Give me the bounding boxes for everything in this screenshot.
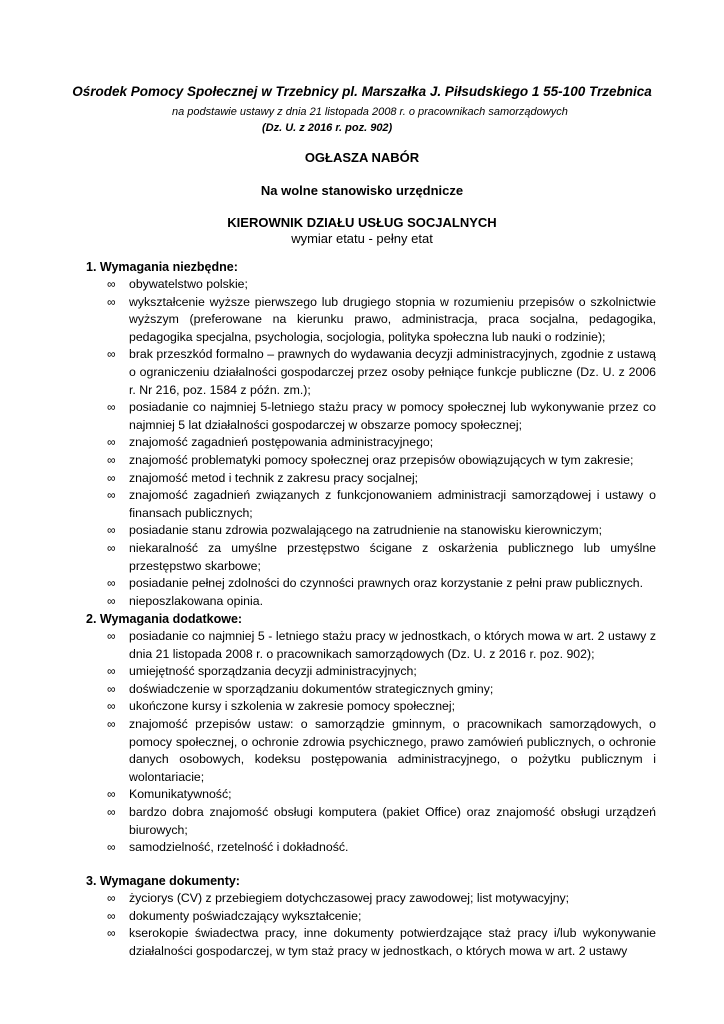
list-item-text: posiadanie stanu zdrowia pozwalającego na zatrudnienie na stanowisku kierowniczym; bbox=[129, 523, 603, 538]
list-item bbox=[86, 908, 656, 926]
section-documents bbox=[86, 873, 656, 960]
list-item-text: umiejętność sporządzania decyzji administracyjnych; bbox=[129, 664, 417, 679]
section-title: 2. Wymagania dodatkowe: bbox=[86, 612, 243, 626]
section-title: 3. Wymagane dokumenty: bbox=[86, 874, 240, 888]
infinity-bullet-icon: ∞ bbox=[107, 294, 116, 309]
list-item bbox=[86, 294, 656, 347]
list-item-text: znajomość metod i technik z zakresu pracy socjalnej; bbox=[129, 470, 419, 485]
section-title: 1. Wymagania niezbędne: bbox=[86, 260, 238, 274]
infinity-bullet-icon: ∞ bbox=[107, 908, 116, 923]
list-item-text: bardzo dobra znajomość obsługi komputera (pakiet Office) oraz znajomość obsługi urządzeń biurowych; bbox=[129, 804, 656, 837]
position-intro: Na wolne stanowisko urzędnicze bbox=[260, 183, 464, 198]
list-item-text: znajomość przepisów ustaw: o samorządzie gminnym, o pracownikach samorządowych, o pomocy społecznej, o ochronie zdrowia psychicznego, prawo zamówień publicznych, o ochronie danych osobowych, kodeksu postępowania administracyjnego, o pożytku publicznym i wolontariacie; bbox=[129, 716, 656, 784]
list-item-text: ukończone kursy i szkolenia w zakresie pomocy społecznej; bbox=[129, 699, 456, 714]
documents-list bbox=[86, 890, 656, 960]
infinity-bullet-icon: ∞ bbox=[107, 716, 116, 731]
list-item bbox=[86, 346, 656, 399]
list-item bbox=[86, 628, 656, 663]
list-item bbox=[86, 522, 656, 540]
list-item bbox=[86, 540, 656, 575]
legal-basis: na podstawie ustawy z dnia 21 listopada 2008 r. o pracownikach samorządowych bbox=[172, 106, 568, 118]
infinity-bullet-icon: ∞ bbox=[107, 926, 116, 941]
list-item bbox=[86, 716, 656, 786]
legal-reference: (Dz. U. z 2016 r. poz. 902) bbox=[262, 122, 393, 134]
list-item-text: dokumenty poświadczający wykształcenie; bbox=[129, 908, 362, 923]
position-name: KIEROWNIK DZIAŁU USŁUG SOCJALNYCH bbox=[227, 215, 497, 230]
list-item bbox=[86, 698, 656, 716]
list-item bbox=[86, 890, 656, 908]
list-item bbox=[86, 593, 656, 611]
list-item bbox=[86, 470, 656, 488]
announcement-heading: OGŁASZA NABÓR bbox=[304, 150, 420, 165]
list-item-text: posiadanie co najmniej 5-letniego stażu pracy w pomocy społecznej lub wykonywanie przez co najmniej 5 lat działalności gospodarczej w obszarze pomocy społecznej; bbox=[129, 400, 656, 432]
infinity-bullet-icon: ∞ bbox=[107, 787, 116, 802]
list-item bbox=[86, 839, 656, 857]
list-item-text: znajomość problematyki pomocy społecznej oraz przepisów obowiązujących w tym zakresie; bbox=[129, 452, 634, 467]
list-item bbox=[86, 434, 656, 452]
list-item bbox=[86, 663, 656, 681]
list-item-text: Komunikatywność; bbox=[129, 787, 232, 802]
infinity-bullet-icon: ∞ bbox=[107, 347, 116, 362]
infinity-bullet-icon: ∞ bbox=[107, 576, 116, 591]
list-item-text: brak przeszkód formalno – prawnych do wydawania decyzji administracyjnych, zgodnie z ustawą o ograniczeniu działalności gospodarczej przez osoby pełniące funkcje publiczne (Dz. U. z 2006 r. Nr 216, poz. 1584 z późn. zm.); bbox=[129, 347, 656, 397]
infinity-bullet-icon: ∞ bbox=[107, 804, 116, 819]
list-item-text: doświadczenie w sporządzaniu dokumentów strategicznych gminy; bbox=[129, 681, 494, 696]
additional-list bbox=[86, 628, 656, 857]
list-item-text: wykształcenie wyższe pierwszego lub drugiego stopnia w rozumieniu przepisów o szkolnictwie wyższym (preferowane na kierunku prawo, administracja, praca socjalna, pedagogika, pedagogika specjalna, psychologia, socjologia, polityka społeczna lub nauki o rodzinie); bbox=[129, 294, 656, 344]
infinity-bullet-icon: ∞ bbox=[107, 593, 116, 608]
infinity-bullet-icon: ∞ bbox=[107, 277, 116, 291]
infinity-bullet-icon: ∞ bbox=[107, 664, 116, 679]
infinity-bullet-icon: ∞ bbox=[107, 452, 116, 467]
infinity-bullet-icon: ∞ bbox=[107, 699, 116, 714]
infinity-bullet-icon: ∞ bbox=[107, 540, 116, 555]
list-item bbox=[86, 276, 656, 294]
list-item-text: niekaralność za umyślne przestępstwo ścigane z oskarżenia publicznego lub umyślne przestępstwo skarbowe; bbox=[129, 540, 656, 573]
list-item-text: życiorys (CV) z przebiegiem dotychczasowej pracy zawodowej; list motywacyjny; bbox=[129, 891, 570, 905]
infinity-bullet-icon: ∞ bbox=[107, 488, 116, 503]
document-title: Ośrodek Pomocy Społecznej w Trzebnicy pl. Marszałka J. Piłsudskiego 1 55-100 Trzebnica bbox=[72, 84, 652, 99]
list-item-text: znajomość zagadnień związanych z funkcjonowaniem administracji samorządowej i ustawy o finansach publicznych; bbox=[129, 488, 656, 520]
infinity-bullet-icon: ∞ bbox=[107, 523, 116, 538]
list-item-text: obywatelstwo polskie; bbox=[129, 277, 248, 291]
section-required bbox=[86, 259, 656, 610]
section-additional bbox=[86, 611, 656, 857]
list-item-text: samodzielność, rzetelność i dokładność. bbox=[129, 840, 349, 855]
list-item bbox=[86, 452, 656, 470]
list-item-text: nieposzlakowana opinia. bbox=[129, 593, 263, 608]
infinity-bullet-icon: ∞ bbox=[107, 629, 116, 643]
list-item bbox=[86, 804, 656, 839]
list-item bbox=[86, 575, 656, 593]
infinity-bullet-icon: ∞ bbox=[107, 470, 116, 485]
infinity-bullet-icon: ∞ bbox=[107, 840, 116, 855]
list-item bbox=[86, 399, 656, 434]
list-item-text: znajomość zagadnień postępowania administracyjnego; bbox=[129, 435, 434, 450]
infinity-bullet-icon: ∞ bbox=[107, 400, 116, 415]
employment-scope: wymiar etatu - pełny etat bbox=[291, 231, 433, 246]
requirements-list bbox=[86, 276, 656, 610]
list-item-text: posiadanie co najmniej 5 - letniego stażu pracy w jednostkach, o których mowa w art. 2 ustawy z dnia 21 listopada 2008 r. o pracownikach samorządowych (Dz. U. z 2016 r. poz. 902); bbox=[129, 629, 656, 661]
list-item-text: kserokopie świadectwa pracy, inne dokumenty potwierdzające staż pracy i/lub wykonywanie działalności gospodarczej, w tym staż pracy w jednostkach, o których mowa w art. 2 ustawy bbox=[129, 926, 656, 958]
infinity-bullet-icon: ∞ bbox=[107, 891, 116, 905]
list-item bbox=[86, 681, 656, 699]
list-item bbox=[86, 786, 656, 804]
list-item bbox=[86, 487, 656, 522]
list-item-text: posiadanie pełnej zdolności do czynności prawnych oraz korzystanie z pełni praw publicznych. bbox=[129, 576, 644, 591]
infinity-bullet-icon: ∞ bbox=[107, 435, 116, 450]
infinity-bullet-icon: ∞ bbox=[107, 681, 116, 696]
list-item bbox=[86, 925, 656, 960]
